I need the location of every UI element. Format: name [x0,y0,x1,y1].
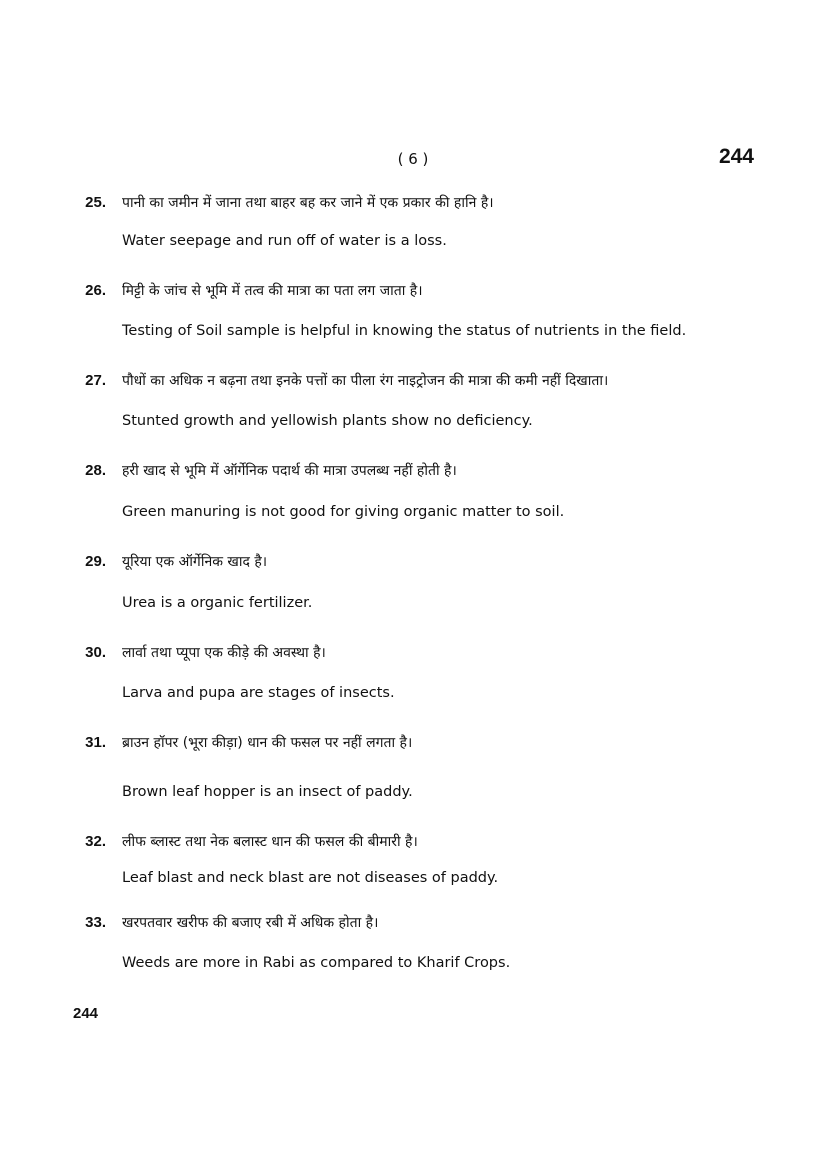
question-english-text: Weeds are more in Rabi as compared to Kharif Crops. [122,955,511,971]
question-hindi-text: लार्वा तथा प्यूपा एक कीड़े की अवस्था है। [122,645,326,661]
question-hindi-text: ब्राउन हॉपर (भूरा कीड़ा) धान की फसल पर नहीं लगता है। [122,735,413,751]
question-number: 31. [85,734,106,751]
question-number: 26. [85,282,106,299]
question-hindi-text: लीफ ब्लास्ट तथा नेक बलास्ट धान की फसल की बीमारी है। [122,834,418,850]
paper-code-bottom: 244 [73,1005,99,1022]
question-english-text: Water seepage and run off of water is a loss. [122,233,447,249]
page-number: ( 6 ) [397,150,429,168]
question-english-text: Brown leaf hopper is an insect of paddy. [122,784,413,800]
question-english-text: Larva and pupa are stages of insects. [122,685,395,701]
question-english-text: Testing of Soil sample is helpful in knowing the status of nutrients in the field. [122,323,687,339]
question-english-text: Green manuring is not good for giving organic matter to soil. [122,504,565,520]
question-number: 30. [85,644,106,661]
question-hindi-text: मिट्टी के जांच से भूमि में तत्व की मात्रा का पता लग जाता है। [122,283,423,299]
question-english-text: Stunted growth and yellowish plants show no deficiency. [122,413,533,429]
question-number: 25. [85,194,106,211]
question-english-text: Leaf blast and neck blast are not diseases of paddy. [122,870,499,886]
question-number: 28. [85,462,106,479]
question-hindi-text: यूरिया एक ऑर्गेनिक खाद है। [122,554,268,570]
question-number: 33. [85,914,106,931]
question-english-text: Urea is a organic fertilizer. [122,595,313,611]
question-hindi-text: खरपतवार खरीफ की बजाए रबी में अधिक होता है। [122,915,379,931]
question-number: 32. [85,833,106,850]
question-hindi-text: पानी का जमीन में जाना तथा बाहर बह कर जाने में एक प्रकार की हानि है। [122,195,494,211]
question-hindi-text: पौधों का अधिक न बढ़ना तथा इनके पत्तों का पीला रंग नाइट्रोजन की मात्रा की कमी नहीं दिखाता। [122,373,609,389]
question-number: 29. [85,553,106,570]
question-hindi-text: हरी खाद से भूमि में ऑर्गेनिक पदार्थ की मात्रा उपलब्ध नहीं होती है। [122,463,457,479]
question-number: 27. [85,372,106,389]
paper-code-top: 244 [718,145,754,168]
